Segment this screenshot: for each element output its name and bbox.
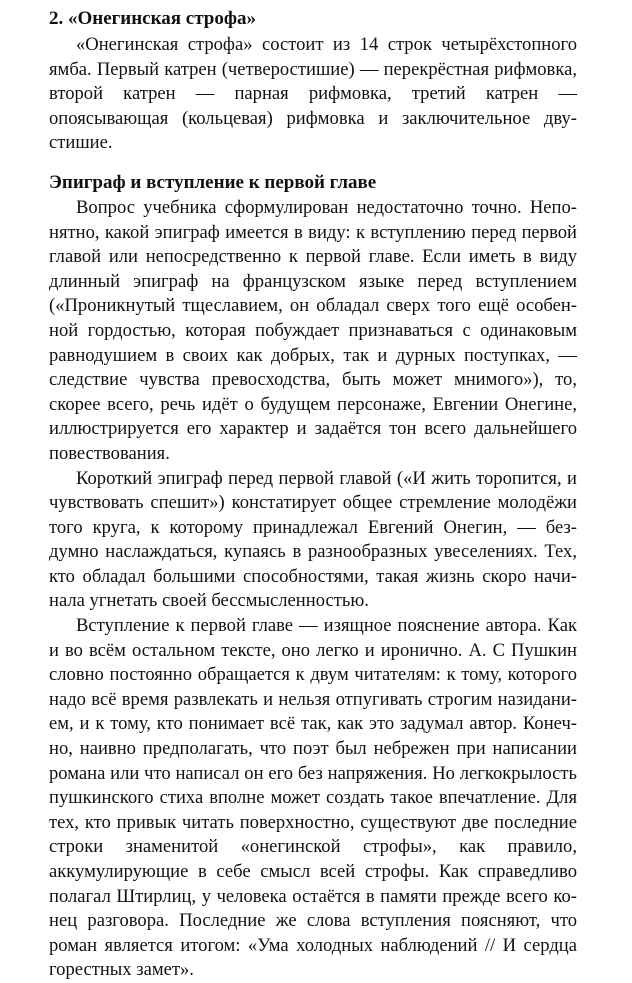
paragraph-short-epigraph: Короткий эпиграф перед первой главой («И жить торопится, и чувствовать спешит») констатирует общее стремление молодёжи того круга, к которому принадлежал Евгений Онегин, — бездумно наслаждаться, купаясь в разнообразных увеселениях. Тех, кто обладал большими способностями, такая жизнь скоро начинала угнетать своей бессмысленностью. bbox=[49, 467, 577, 612]
paragraph-introduction: Вступление к первой главе — изящное пояснение автора. Как и во всём остальном тексте, оно легко и иронично. А. С Пушкин словно постоянно обращается к двум читателям: к тому, которого надо всё время развлекать и нельзя отпугивать строгим назиданием, и к тому, кто понимает всё так, как это задумал автор. Конечно, наивно предполагать, что поэт был небрежен при написании романа или что написал он его без напряжения. Но легкокрылость пушкинского стиха вполне может создать такое впечатление. Для тех, кто привык читать поверхностно, существуют две последние строки знаменитой «онегинской строфы», как правило, аккумулирующие в себе смысл всей строфы. Как справедливо полагал Штирлиц, у человека остаётся в памяти прежде всего конец разговора. Последние же слова вступления поясняют, что роман является итогом: «Ума холодных наблюдений // И сердца горестных замет». bbox=[49, 615, 577, 981]
paragraph-onegin-stanza: «Онегинская строфа» состоит из 14 строк четырёхстопного ямба. Первый катрен (четверостишие) — перекрёстная рифмовка, второй катрен — парная рифмовка, третий катрен — опоясывающая (кольцевая) рифмовка и заключительное двустишие. bbox=[49, 34, 577, 154]
paragraph-epigraph-question: Вопрос учебника сформулирован недостаточно точно. Непонятно, какой эпиграф имеется в виду: к вступлению перед первой главой или непосредственно к первой главе. Если иметь в виду длинный эпиграф на французском языке перед вступлением («Проникнутый тщеславием, он обладал сверх того ещё особенной гордостью, которая побуждает признаваться с одинаковым равнодушием в своих как добрых, так и дурных поступках, — следствие чувства превосходства, быть может мнимого»), то, скорее всего, речь идёт о будущем персонаже, Евгении Онегине, иллюстрируется его характер и задаётся тон всего дальнейшего повествования. bbox=[49, 196, 577, 464]
section-heading-onegin-stanza: 2. «Онегинская строфа» bbox=[49, 8, 257, 29]
section-heading-epigraph: Эпиграф и вступление к первой главе bbox=[49, 171, 377, 193]
